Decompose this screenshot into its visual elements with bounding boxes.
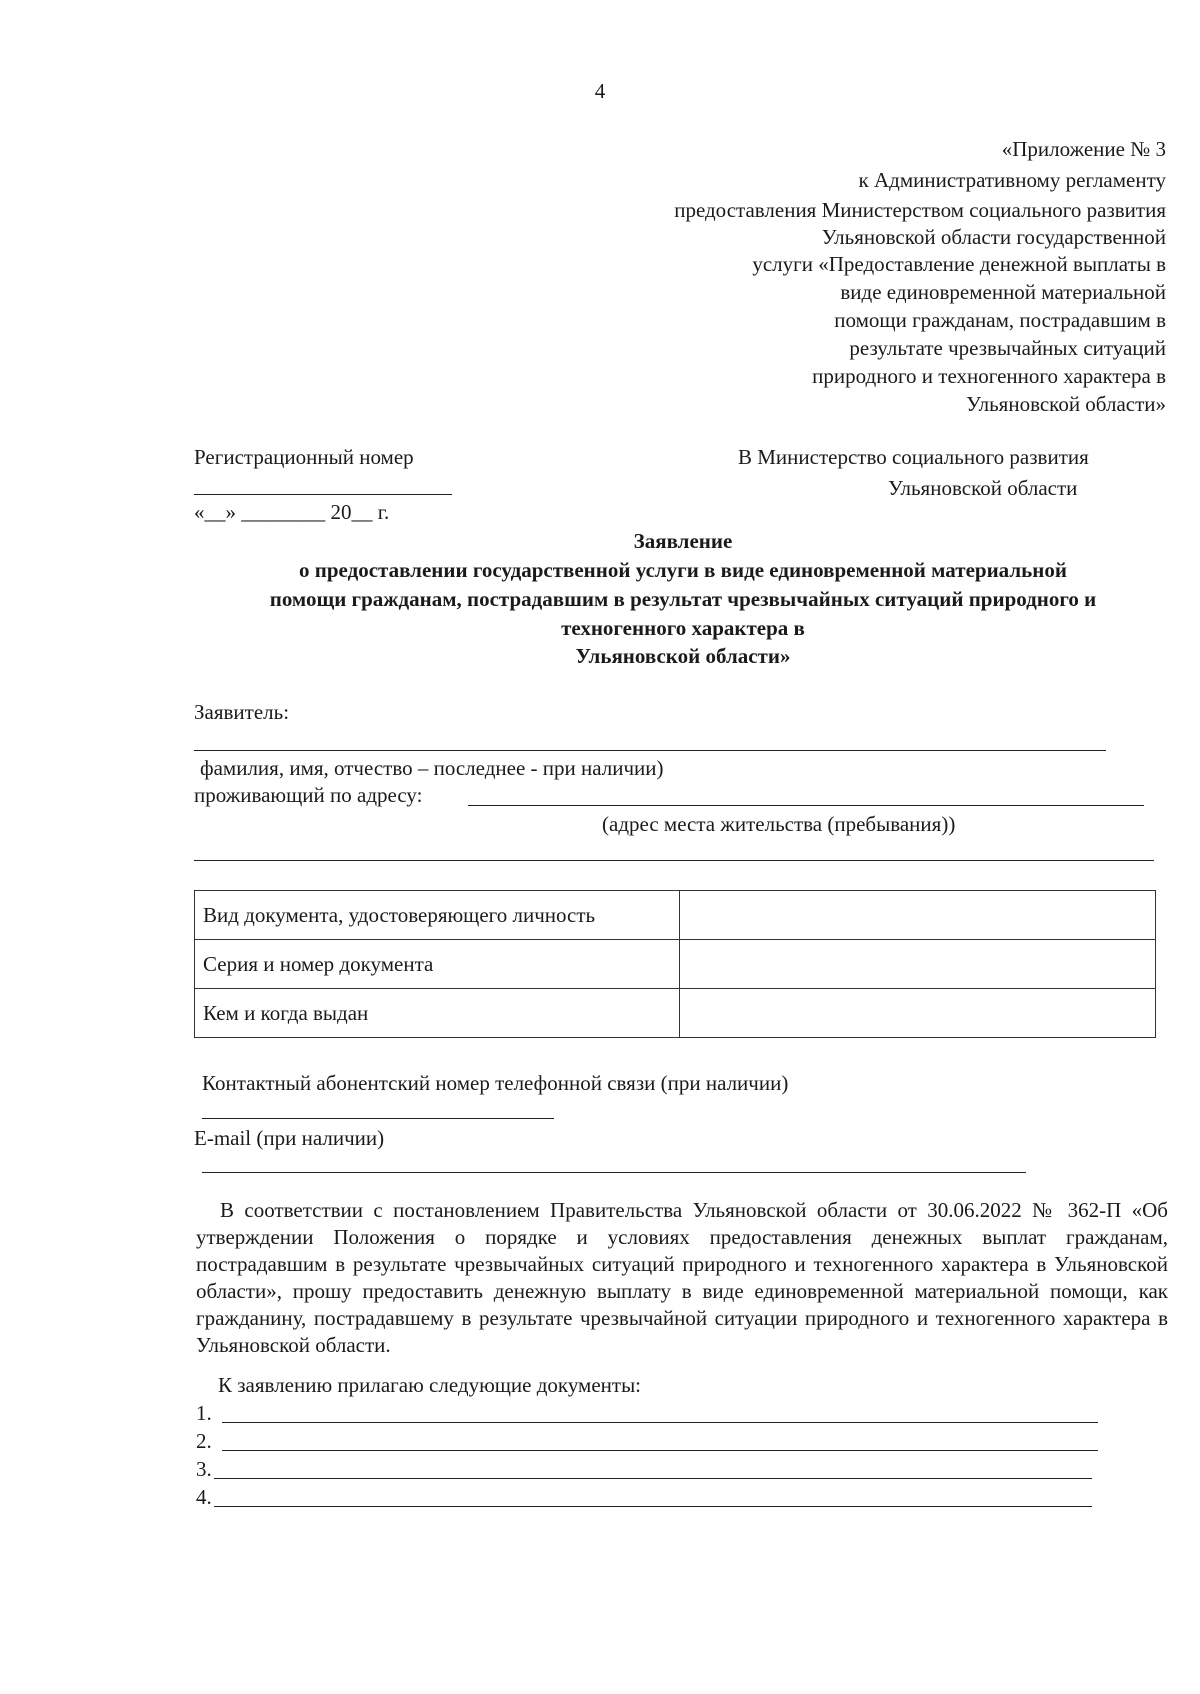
body-text: В соответствии с постановлением Правительства Ульяновской области от 30.06.2022 № 362-П «Об утверждении Положения о порядке и условиях предоставления денежных выплат гражданам, пострадавшим в результате чрезвычайных ситуаций природного и техногенного характера в Ульяновской области», прошу предоставить денежную выплату в виде единовременной материальной помощи, как гражданину, пострадавшему в результате чрезвычайной ситуации природного и техногенного характера в Ульяновской области. xyxy=(196,1198,1168,1357)
attachment-line[interactable] xyxy=(214,1478,1092,1479)
table-row xyxy=(195,891,1156,940)
table-cell-value[interactable] xyxy=(680,989,1156,1038)
appendix-line: предоставления Министерством социального развития xyxy=(674,198,1166,222)
attachment-line[interactable] xyxy=(214,1506,1092,1507)
appendix-line: к Административному регламенту xyxy=(858,168,1166,192)
list-item-number: 1. xyxy=(196,1401,212,1425)
title-line: техногенного характера в xyxy=(561,616,805,640)
address-hint: (адрес места жительства (пребывания)) xyxy=(602,812,956,836)
attachments-label: К заявлению прилагаю следующие документы: xyxy=(218,1373,642,1397)
addressee-line2: Ульяновской области xyxy=(888,476,1078,500)
phone-line[interactable] xyxy=(202,1118,554,1119)
attachment-line[interactable] xyxy=(222,1450,1098,1451)
table-cell-label: Вид документа, удостоверяющего личность xyxy=(195,891,680,940)
table-cell-value[interactable] xyxy=(680,891,1156,940)
table-cell-value[interactable] xyxy=(680,940,1156,989)
list-item-number: 4. xyxy=(196,1485,212,1509)
phone-label: Контактный абонентский номер телефонной связи (при наличии) xyxy=(202,1071,789,1095)
list-item-number: 2. xyxy=(196,1429,212,1453)
registration-number-label: Регистрационный номер xyxy=(194,445,414,469)
appendix-line: природного и техногенного характера в xyxy=(812,364,1166,388)
page-number: 4 xyxy=(594,79,606,103)
email-line[interactable] xyxy=(202,1172,1026,1173)
appendix-line: результате чрезвычайных ситуаций xyxy=(849,336,1166,360)
table-cell-label: Серия и номер документа xyxy=(195,940,680,989)
title-line: помощи гражданам, пострадавшим в результат чрезвычайных ситуаций природного и xyxy=(269,587,1097,611)
address-line[interactable] xyxy=(468,805,1144,806)
title-line: Ульяновской области» xyxy=(575,644,791,668)
applicant-label: Заявитель: xyxy=(194,700,290,724)
registration-number-line xyxy=(194,494,452,495)
id-document-table xyxy=(194,890,1156,1038)
registration-date-line: «__» ________ 20__ г. xyxy=(194,500,390,524)
applicant-fio-hint: фамилия, имя, отчество – последнее - при наличии) xyxy=(200,756,664,780)
address-label: проживающий по адресу: xyxy=(194,783,423,807)
table-cell-label: Кем и когда выдан xyxy=(195,989,680,1038)
appendix-line: помощи гражданам, пострадавшим в xyxy=(834,308,1166,332)
attachment-line[interactable] xyxy=(222,1422,1098,1423)
table-row xyxy=(195,989,1156,1038)
appendix-line: виде единовременной материальной xyxy=(840,280,1166,304)
list-item-number: 3. xyxy=(196,1457,212,1481)
body-paragraph xyxy=(196,1197,1168,1359)
appendix-line: Ульяновской области» xyxy=(966,392,1166,416)
addressee-line1: В Министерство социального развития xyxy=(738,445,1089,469)
applicant-fio-line[interactable] xyxy=(194,750,1106,751)
table-row xyxy=(195,940,1156,989)
email-label: E-mail (при наличии) xyxy=(194,1126,385,1150)
appendix-line: Ульяновской области государственной xyxy=(821,225,1166,249)
address-line-2[interactable] xyxy=(194,860,1154,861)
title-line: о предоставлении государственной услуги в виде единовременной материальной xyxy=(299,558,1067,582)
title-line: Заявление xyxy=(633,529,733,553)
appendix-line: «Приложение № 3 xyxy=(1001,137,1166,161)
appendix-line: услуги «Предоставление денежной выплаты в xyxy=(752,252,1166,276)
